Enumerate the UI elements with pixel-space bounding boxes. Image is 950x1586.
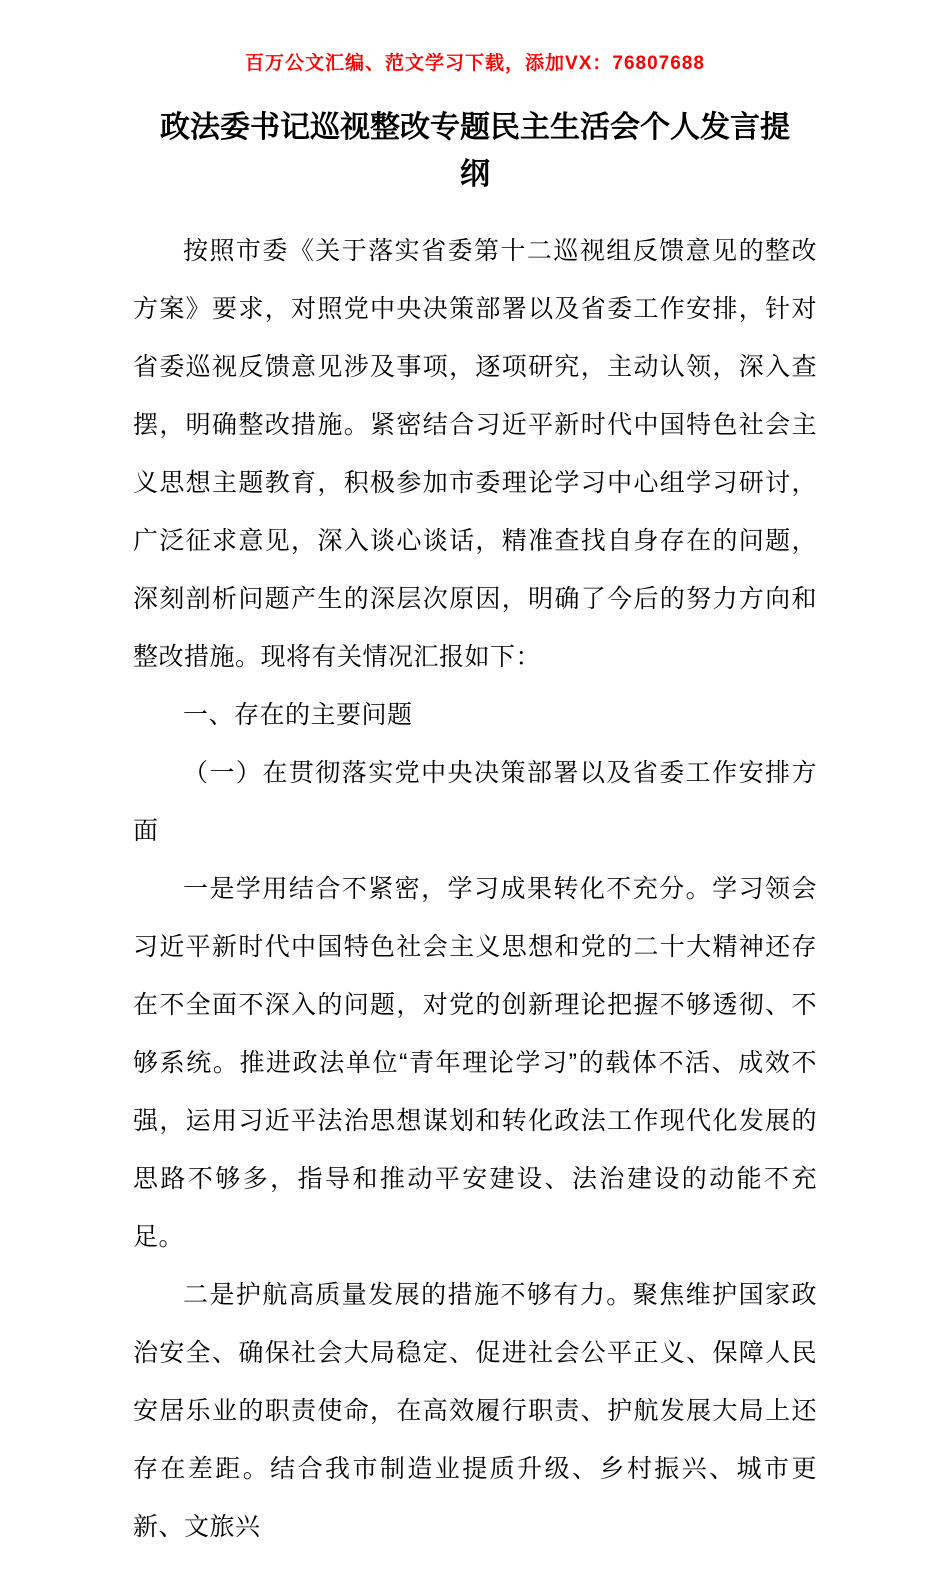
paragraph-subsection-heading: （一）在贯彻落实党中央决策部署以及省委工作安排方面 xyxy=(133,759,817,845)
document-body xyxy=(133,222,817,1556)
document-title: 政法委书记巡视整改专题民主生活会个人发言提纲 xyxy=(160,111,790,191)
paragraph-section-heading: 一、存在的主要问题 xyxy=(183,701,413,729)
promo-banner: 百万公文汇编、范文学习下载，添加VX：76807688 xyxy=(245,53,705,74)
paragraph-intro: 按照市委《关于落实省委第十二巡视组反馈意见的整改方案》要求，对照党中央决策部署以及省委工作安排，针对省委巡视反馈意见涉及事项，逐项研究，主动认领，深入查摆，明确整改措施。紧密结合习近平新时代中国特色社会主义思想主题教育，积极参加市委理论学习中心组学习研讨，广泛征求意见，深入谈心谈话，精准查找自身存在的问题，深刻剖析问题产生的深层次原因，明确了今后的努力方向和整改措施。现将有关情况汇报如下： xyxy=(133,237,817,671)
paragraph-point-two: 二是护航高质量发展的措施不够有力。聚焦维护国家政治安全、确保社会大局稳定、促进社会公平正义、保障人民安居乐业的职责使命，在高效履行职责、护航发展大局上还存在差距。结合我市制造业提质升级、乡村振兴、城市更新、文旅兴 xyxy=(133,1281,817,1541)
paragraph-point-one: 一是学用结合不紧密，学习成果转化不充分。学习领会习近平新时代中国特色社会主义思想和党的二十大精神还存在不全面不深入的问题，对党的创新理论把握不够透彻、不够系统。推进政法单位“青年理论学习”的载体不活、成效不强，运用习近平法治思想谋划和转化政法工作现代化发展的思路不够多，指导和推动平安建设、法治建设的动能不充足。 xyxy=(133,875,817,1251)
